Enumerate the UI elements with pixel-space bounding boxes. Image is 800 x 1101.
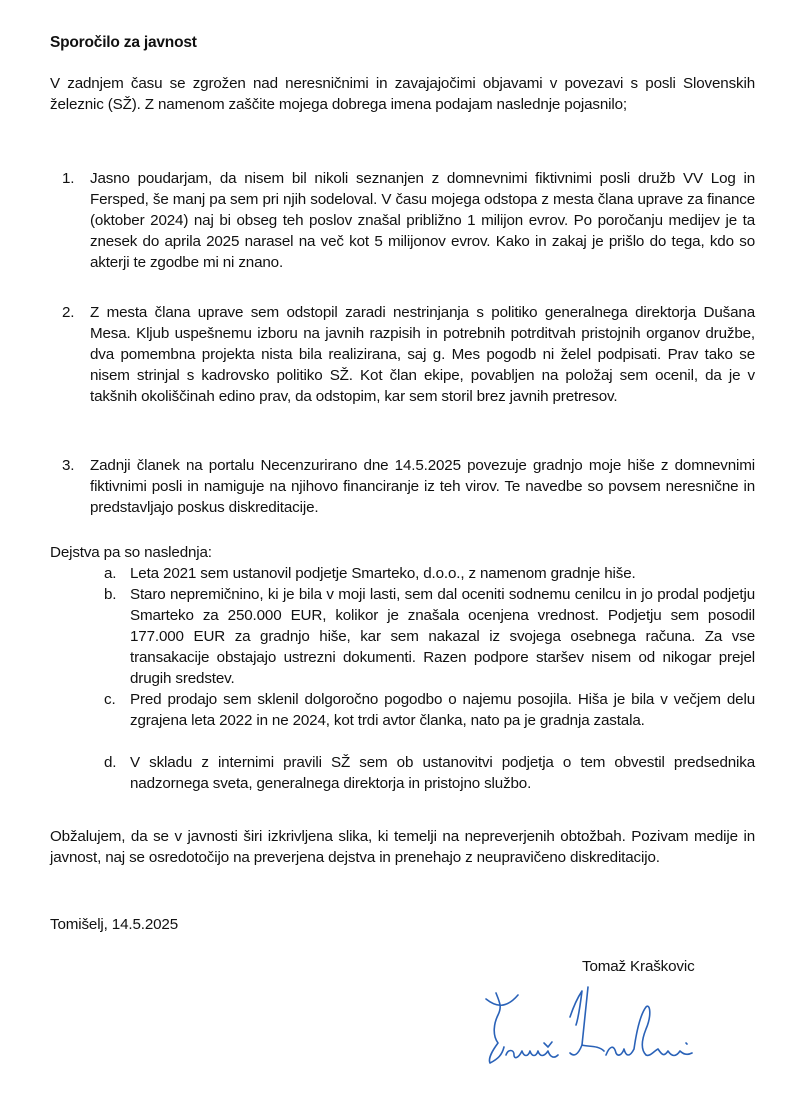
numbered-point-1 bbox=[62, 168, 755, 273]
fact-item-b bbox=[104, 584, 755, 689]
place-date: Tomišelj, 14.5.2025 bbox=[50, 916, 179, 933]
fact-item-c bbox=[104, 689, 755, 731]
fact-text: V skladu z internimi pravili SŽ sem ob ustanovitvi podjetja o tem obvestil predsednika nadzornega sveta, generalnega direktorja in pristojno službo. bbox=[130, 754, 755, 792]
signer-name: Tomaž Kraškovic bbox=[582, 958, 695, 975]
intro-paragraph: V zadnjem času se zgrožen nad neresničnimi in zavajajočimi objavami v povezavi s posli Slovenskih železnic (SŽ). Z namenom zaščite mojega dobrega imena podajam naslednje pojasnilo; bbox=[50, 75, 755, 113]
fact-marker: a. bbox=[104, 565, 117, 582]
point-marker: 1. bbox=[62, 170, 75, 187]
point-marker: 2. bbox=[62, 304, 75, 321]
point-text: Z mesta člana uprave sem odstopil zaradi nestrinjanja s politiko generalnega direktorja Dušana Mesa. Kljub uspešnemu izboru na javnih razpisih in potrebnih potrditvah pristojnih organov družbe, dva pomembna projekta nista bila realizirana, saj g. Mes pogodb ni želel podpisati. Prav tako se nisem strinjal s kadrovsko politiko SŽ. Kot član ekipe, povabljen na položaj sem ocenil, da je v takšnih okoliščinah edino prav, da odstopim, kar sem storil brez javnih pretresov. bbox=[90, 304, 755, 405]
facts-heading: Dejstva pa so naslednja: bbox=[50, 544, 212, 561]
point-text: Jasno poudarjam, da nisem bil nikoli seznanjen z domnevnimi fiktivnimi posli družb VV Log in Fersped, še manj pa sem pri njih sodeloval. V času mojega odstopa z mesta člana uprave za finance (oktober 2024) naj bi obseg teh poslov znašal približno 1 milijon evrov. Po poročanju medijev je ta znesek do aprila 2025 narasel na več kot 5 milijonov evrov. Kako in zakaj je prišlo do tega, kdo so akterji te zgodbe mi ni znano. bbox=[90, 170, 755, 271]
closing-paragraph: Obžalujem, da se v javnosti širi izkrivljena slika, ki temelji na nepreverjenih obtožbah. Pozivam medije in javnost, naj se osredotočijo na preverjena dejstva in prenehajo z neupravičeno diskreditacijo. bbox=[50, 828, 755, 866]
fact-text: Leta 2021 sem ustanovil podjetje Smarteko, d.o.o., z namenom gradnje hiše. bbox=[130, 565, 636, 582]
numbered-point-3 bbox=[62, 455, 755, 518]
fact-marker: c. bbox=[104, 691, 116, 708]
fact-text: Pred prodajo sem sklenil dolgoročno pogodbo o najemu posojila. Hiša je bila v večjem delu zgrajena leta 2022 in ne 2024, kot trdi avtor članka, nato pa je gradnja zastala. bbox=[130, 691, 755, 729]
handwritten-signature-icon bbox=[478, 985, 718, 1075]
fact-marker: d. bbox=[104, 754, 117, 771]
point-marker: 3. bbox=[62, 457, 75, 474]
document-title: Sporočilo za javnost bbox=[50, 34, 197, 51]
fact-marker: b. bbox=[104, 586, 117, 603]
fact-item-d bbox=[104, 752, 755, 794]
numbered-point-2 bbox=[62, 302, 755, 407]
fact-item-a bbox=[104, 563, 755, 584]
point-text: Zadnji članek na portalu Necenzurirano dne 14.5.2025 povezuje gradnjo moje hiše z domnevnimi fiktivnimi posli in namiguje na njihovo financiranje iz teh virov. Te navedbe so povsem neresnične in predstavljajo poskus diskreditacije. bbox=[90, 457, 755, 516]
fact-text: Staro nepremičnino, ki je bila v moji lasti, sem dal oceniti sodnemu cenilcu in jo prodal podjetju Smarteko za 250.000 EUR, kolikor je znašala ocenjena vrednost. Podjetju sem posodil 177.000 EUR za gradnjo hiše, kar sem nakazal iz svojega osebnega računa. Za vse transakacije obstajajo ustrezni dokumenti. Razen podpore staršev nisem od nikogar prejel drugih sredstev. bbox=[130, 586, 755, 687]
